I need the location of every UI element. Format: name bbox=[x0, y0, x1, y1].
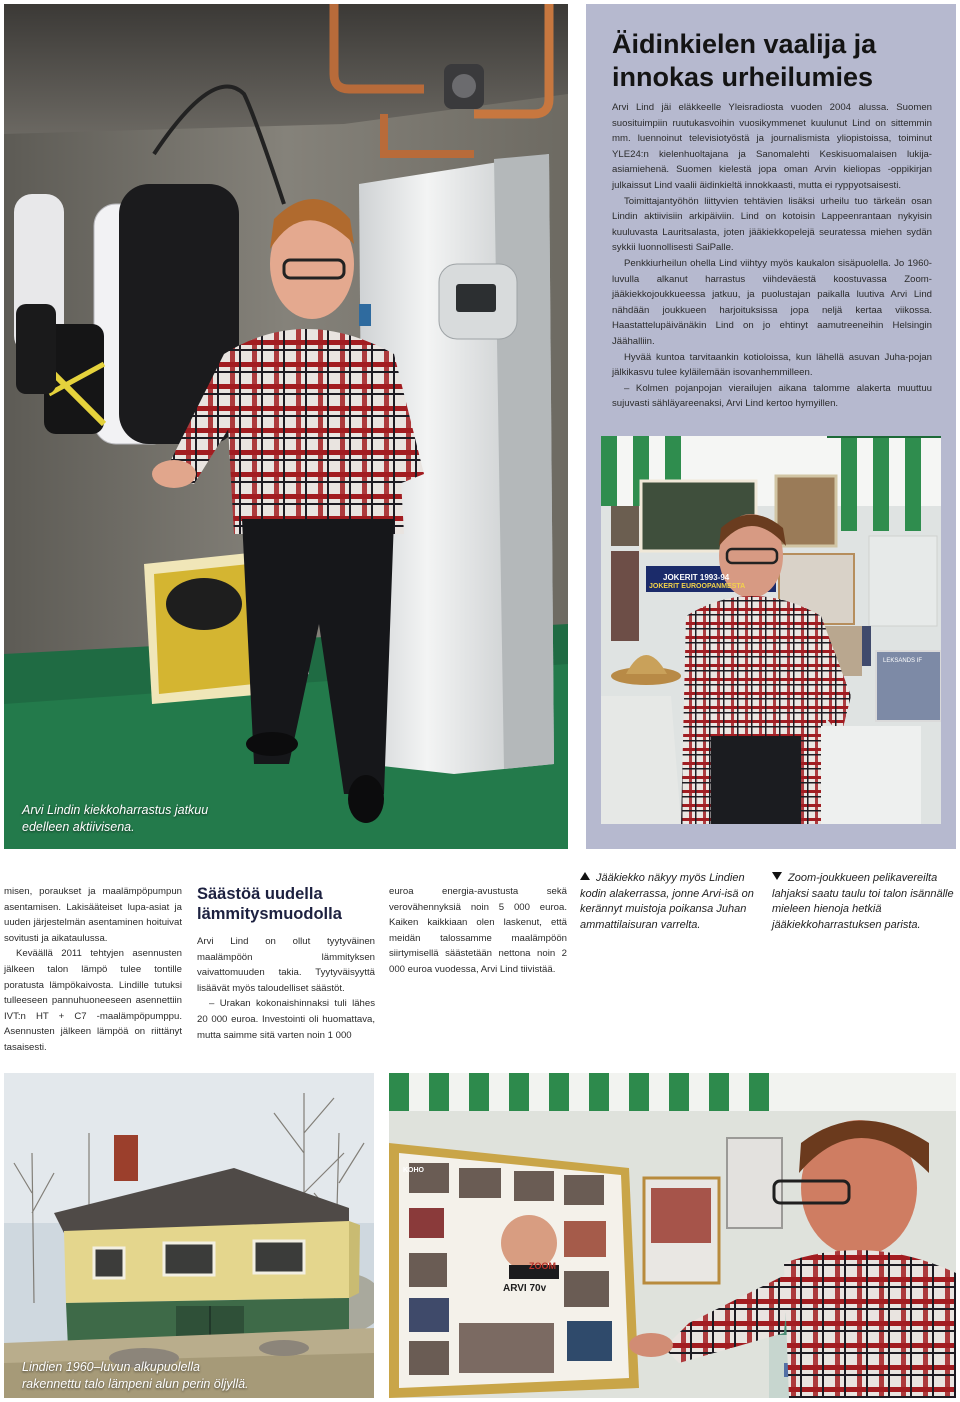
house-photo-caption: Lindien 1960–luvun alkupuolella rakennettu talo lämpeni alun perin öljyllä. bbox=[22, 1360, 249, 1391]
triangle-up-icon bbox=[580, 872, 590, 880]
jokerit-label: JOKERIT 1993-94 bbox=[663, 573, 730, 582]
main-photo-caption: Arvi Lindin kiekkoharrastus jatkuu edelleen aktiivisena. bbox=[22, 803, 209, 834]
caption-down-text: Zoom-joukkueen pelikavereilta lahjaksi saatu taulu toi talon isännälle mieleen hienoja hetkiä jääkiekkoharrastuksen parista. bbox=[772, 872, 954, 931]
memorabilia-photo bbox=[601, 436, 941, 824]
sidebar-paragraph: Arvi Lind jäi eläkkeelle Yleisradiosta vuoden 2004 alussa. Suomen suosituimpiin ruutukasvoihin vuosikymmenet kuulunut Lind on sittemmin mm. luennoinut televisiotyöstä ja journalismista yliopistoissa, toiminut YLE24:n kielenhuoltajana ja Sanomalehti Keskisuomalaisen lukija-asiamiehenä. Suomen kielestä jopa oman Arvin kieliopas -oppikirjan julkaissut Lind vaalii äidinkieltä innokkaasti, mutta ei ryppyotsaisesti. bbox=[612, 102, 932, 191]
caption-down bbox=[772, 871, 956, 933]
europa-label: JOKERIT EUROOPANMESTA bbox=[649, 583, 746, 590]
column-1-paragraph: misen, poraukset ja maalämpöpumpun asentamisen. Lakisääteiset lupa-asiat ja uuden järjestelmän asentaminen hoituivat sovitusti ja aikataulussa. bbox=[4, 886, 182, 944]
column-2-paragraph: Arvi Lind on ollut tyytyväinen maalämpöön lämmityksen vaivattomuuden takia. Tyytyväisyyttä lisäävät myös taloudelliset säästöt. bbox=[197, 936, 375, 994]
sidebar-title: Äidinkielen vaalija ja innokas urheilumies bbox=[612, 29, 877, 92]
sidebar-paragraph: Penkkiurheilun ohella Lind viihtyy myös kaukalon sisäpuolella. Jo 1960-luvulla alkanut harrastus viihdeväestä koostuvassa Zoom-jääkiekkojoukkueessa jatkuu, ja puolustajan paikalla luutiva Arvi Lind nähdään joukkueen harjoituksissa jopa neljä kertaa viikossa. Haastattelupäivänäkin Lind on jo ehtinyt aamutreeneihin Helsingin Jäähalliin. bbox=[612, 257, 932, 347]
sidebar-box bbox=[586, 4, 956, 849]
koho-label: KOHO bbox=[403, 1167, 424, 1174]
leksands-label: LEKSANDS IF bbox=[883, 658, 923, 664]
column-2 bbox=[197, 884, 375, 1043]
column-1 bbox=[4, 884, 182, 1056]
triangle-down-icon bbox=[772, 872, 782, 880]
sidebar-paragraph: Toimittajantyöhön liittyvien tehtävien lisäksi urheilu tuo tärkeän osan Lindin aktiivisiin arkipäiviin. Lind on kotoisin Lappeenrantaan nykyisin kuuluvasta Lauritsalasta, joten jääkiekkopelejä seuratessa miehen sydän sykkii luonnollisesti SaiPalle. bbox=[612, 195, 932, 254]
main-photo bbox=[4, 4, 568, 849]
sidebar-body bbox=[612, 100, 932, 412]
column-3-paragraph: euroa energia-avustusta sekä verovähennyksiä noin 5 000 euroa. Kaiken kaikkiaan olen laskenut, että meidän talossamme maalämpöön siirtymisellä säästetään nettona noin 2 000 euroa vuodessa, Arvi Lind tiivistää. bbox=[389, 886, 567, 975]
column-2-paragraph: – Urakan kokonaishinnaksi tuli lähes 20 000 euroa. Investointi oli huomattava, mutta saimme sitä varten noin 1 000 bbox=[197, 998, 375, 1041]
section-heading: Säästöä uudella lämmitysmuodolla bbox=[197, 885, 342, 923]
caption-up bbox=[580, 871, 760, 933]
zoom-label: ZOOM bbox=[529, 1261, 556, 1271]
collage-photo bbox=[389, 1073, 956, 1398]
column-1-paragraph: Keväällä 2011 tehtyjen asennusten jälkeen talon lämpö tulee tontille poratusta lämpökaivosta. Lindille tutuksi tulleeseen pannuhuoneeseen asennettiin IVT:n HT + C7 -maalämpöpumppu. Asennusten jälkeen lämpöä on riittänyt tasaisesti. bbox=[4, 948, 182, 1053]
house-photo bbox=[4, 1073, 374, 1398]
column-3 bbox=[389, 884, 567, 978]
sidebar-paragraph: – Kolmen pojanpojan vierailujen aikana talomme alakerta muuttuu sujuvasti sähläyareenaksi, Arvi Lind kertoo hymyillen. bbox=[612, 382, 932, 410]
caption-up-text: Jääkiekko näkyy myös Lindien kodin alakerrassa, jonne Arvi-isä on kerännyt muistoja poikansa Juhan ammattilaisuran varrelta. bbox=[580, 872, 754, 931]
arvi-70-label: ARVI 70v bbox=[503, 1283, 547, 1294]
sidebar-paragraph: Hyvää kuntoa tarvitaankin kotioloissa, kun lähellä asuvan Juha-pojan jälkikasvu tulee kyläilemään isovanhemmilleen. bbox=[612, 351, 932, 379]
